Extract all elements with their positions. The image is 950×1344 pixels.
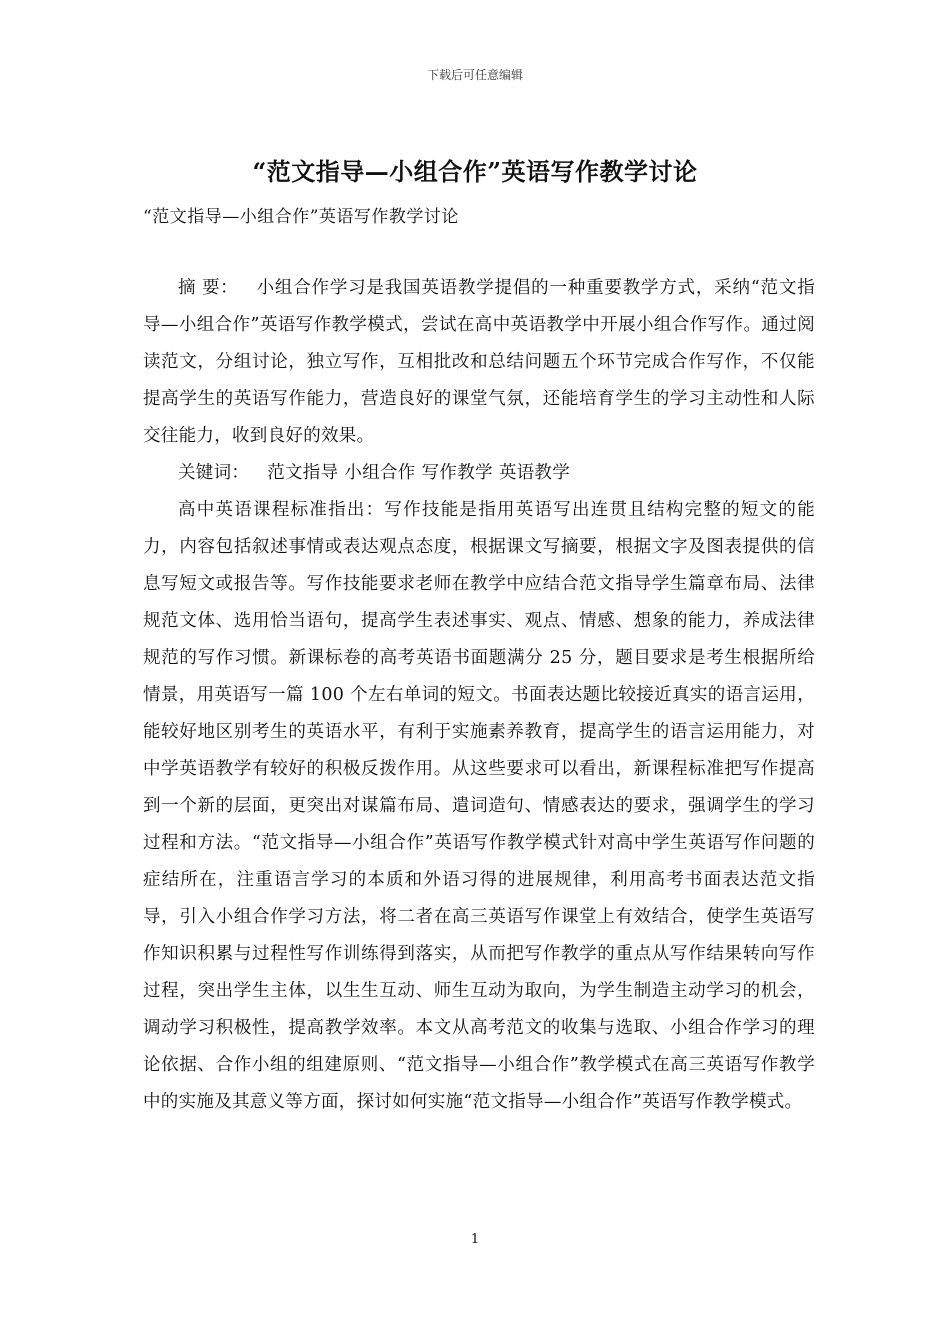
- keyword-item: 英语教学: [498, 463, 571, 483]
- keywords-label: 关键词：: [178, 463, 250, 483]
- keyword-item: 小组合作: [344, 463, 416, 483]
- body-paragraph: 高中英语课程标准指出：写作技能是指用英语写出连贯且结构完整的短文的能力，内容包括叙述事情或表达观点态度，根据课文写摘要，根据文字及图表提供的信息写短文或报告等。写作技能要求老师在教学中应结合范文指导学生篇章布局、法律规范文体、选用恰当语句，提高学生表述事实、观点、情感、想象的能力，养成法律规范的写作习惯。新课标卷的高考英语书面题满分 25 分，题目要求是考生根据所给情景，用英语写一篇 100 个左右单词的短文。书面表达题比较接近真实的语言运用，能较好地区别考生的英语水平，有利于实施素养教育，提高学生的语言运用能力，对中学英语教学有较好的积极反拨作用。从这些要求可以看出，新课程标准把写作提高到一个新的层面，更突出对谋篇布局、遣词造句、情感表达的要求，强调学生的学习过程和方法。“范文指导—小组合作”英语写作教学模式针对高中学生英语写作问题的症结所在，注重语言学习的本质和外语习得的进展规律，利用高考书面表达范文指导，引入小组合作学习方法，将二者在高三英语写作课堂上有效结合，使学生英语写作知识积累与过程性写作训练得到落实，从而把写作教学的重点从写作结果转向写作过程，突出学生主体，以生生互动、师生互动为取向，为学生制造主动学习的机会，调动学习积极性，提高教学效率。本文从高考范文的收集与选取、小组合作学习的理论依据、合作小组的组建原则、“范文指导—小组合作”教学模式在高三英语写作教学中的实施及其意义等方面，探讨如何实施“范文指导—小组合作”英语写作教学模式。: [143, 500, 815, 1112]
- document-title: “范文指导—小组合作”英语写作教学讨论: [252, 157, 698, 186]
- page-number: 1: [470, 1232, 480, 1247]
- abstract-label: 摘 要：: [178, 278, 239, 298]
- header-note: 下载后可任意编辑: [426, 68, 523, 82]
- abstract-paragraph: [143, 270, 815, 455]
- document-subtitle: “范文指导—小组合作”英语写作教学讨论: [143, 207, 459, 227]
- document-body: [143, 270, 815, 1121]
- keywords-paragraph: [143, 455, 815, 492]
- abstract-text: 小组合作学习是我国英语教学提倡的一种重要教学方式，采纳“范文指导—小组合作”英语写作教学模式，尝试在高中英语教学中开展小组合作写作。通过阅读范文，分组讨论，独立写作，互相批改和总结问题五个环节完成合作写作，不仅能提高学生的英语写作能力，营造良好的课堂气氛，还能培育学生的学习主动性和人际交往能力，收到良好的效果。: [143, 278, 815, 446]
- keyword-item: 写作教学: [421, 463, 493, 483]
- keyword-item: 范文指导: [267, 463, 339, 483]
